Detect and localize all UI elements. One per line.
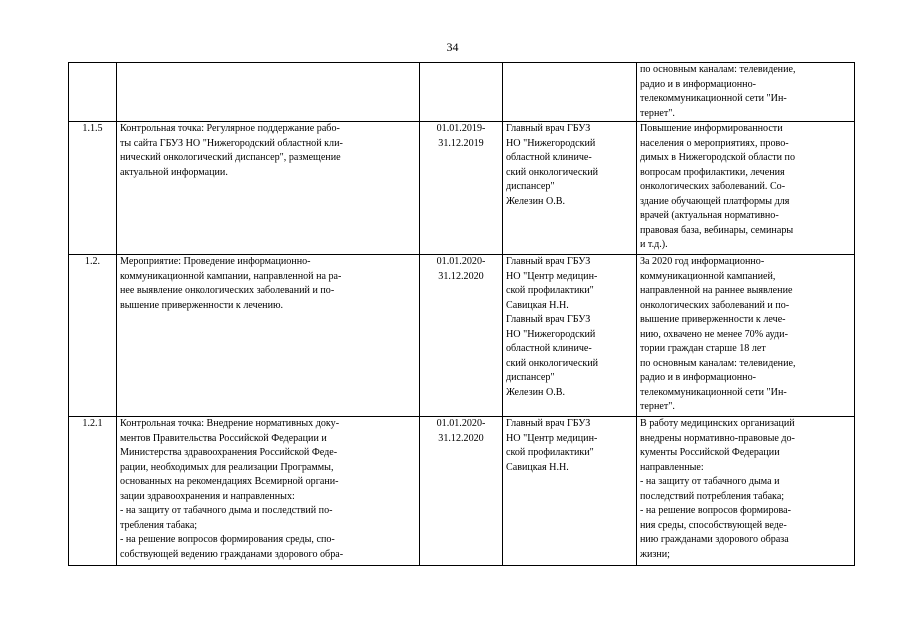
row-number: 1.1.5 (69, 122, 117, 255)
row-result: За 2020 год информационно- коммуникационной кампанией, направленной на раннее выявление онкологических заболеваний и по- вышение приверженности к лече- нию, охвачено не менее 70% ауди- тории граждан старше 18 лет по основным каналам: телевидение, радио и в информационно- телекоммуникационной сети "Ин- тернет". (637, 255, 855, 417)
table-row (69, 255, 855, 417)
row-result: по основным каналам: телевидение, радио и в информационно- телекоммуникационной сети "Ин- тернет". (637, 63, 855, 122)
row-description: Мероприятие: Проведение информационно- коммуникационной кампании, направленной на ра- нее выявление онкологических заболеваний и по- вышение приверженности к лечению. (117, 255, 420, 417)
row-dates: 01.01.2020- 31.12.2020 (420, 255, 503, 417)
row-number (69, 63, 117, 122)
row-dates: 01.01.2020- 31.12.2020 (420, 417, 503, 566)
table-row (69, 417, 855, 566)
page-number: 34 (446, 40, 459, 54)
table-row (69, 63, 855, 122)
row-responsible: Главный врач ГБУЗ НО "Нижегородский областной клиниче- ский онкологический диспансер" Железин О.В. (503, 122, 637, 255)
row-result: Повышение информированности населения о мероприятиях, прово- димых в Нижегородской области по вопросам профилактики, лечения онкологических заболеваний. Со- здание обучающей платформы для врачей (актуальная нормативно- правовая база, вебинары, семинары и т.д.). (637, 122, 855, 255)
row-responsible: Главный врач ГБУЗ НО "Центр медицин- ской профилактики" Савицкая Н.Н. Главный врач ГБУЗ НО "Нижегородский областной клиниче- ский онкологический диспансер" Железин О.В. (503, 255, 637, 417)
plan-table (68, 62, 855, 566)
row-description (117, 63, 420, 122)
table-row (69, 122, 855, 255)
row-result: В работу медицинских организаций внедрены нормативно-правовые до- кументы Российской Федерации направленные: - на защиту от табачного дыма и последствий потребления табака; - на решение вопросов формирова- ния среды, способствующей веде- нию гражданами здорового образа жизни; (637, 417, 855, 566)
row-responsible (503, 63, 637, 122)
row-description: Контрольная точка: Внедрение нормативных доку- ментов Правительства Российской Федерации и Министерства здравоохранения Российской Феде- рации, необходимых для реализации Программы, основанных на рекомендациях Всемирной органи- зации здравоохранения и направленных: - на защиту от табачного дыма и последствий по- требления табака; - на решение вопросов формирования среды, спо- собствующей ведению гражданами здорового обра- (117, 417, 420, 566)
row-responsible: Главный врач ГБУЗ НО "Центр медицин- ской профилактики" Савицкая Н.Н. (503, 417, 637, 566)
row-dates (420, 63, 503, 122)
row-dates: 01.01.2019- 31.12.2019 (420, 122, 503, 255)
row-number: 1.2. (69, 255, 117, 417)
row-number: 1.2.1 (69, 417, 117, 566)
row-description: Контрольная точка: Регулярное поддержание рабо- ты сайта ГБУЗ НО "Нижегородский областной кли- нический онкологический диспансер", размещение актуальной информации. (117, 122, 420, 255)
